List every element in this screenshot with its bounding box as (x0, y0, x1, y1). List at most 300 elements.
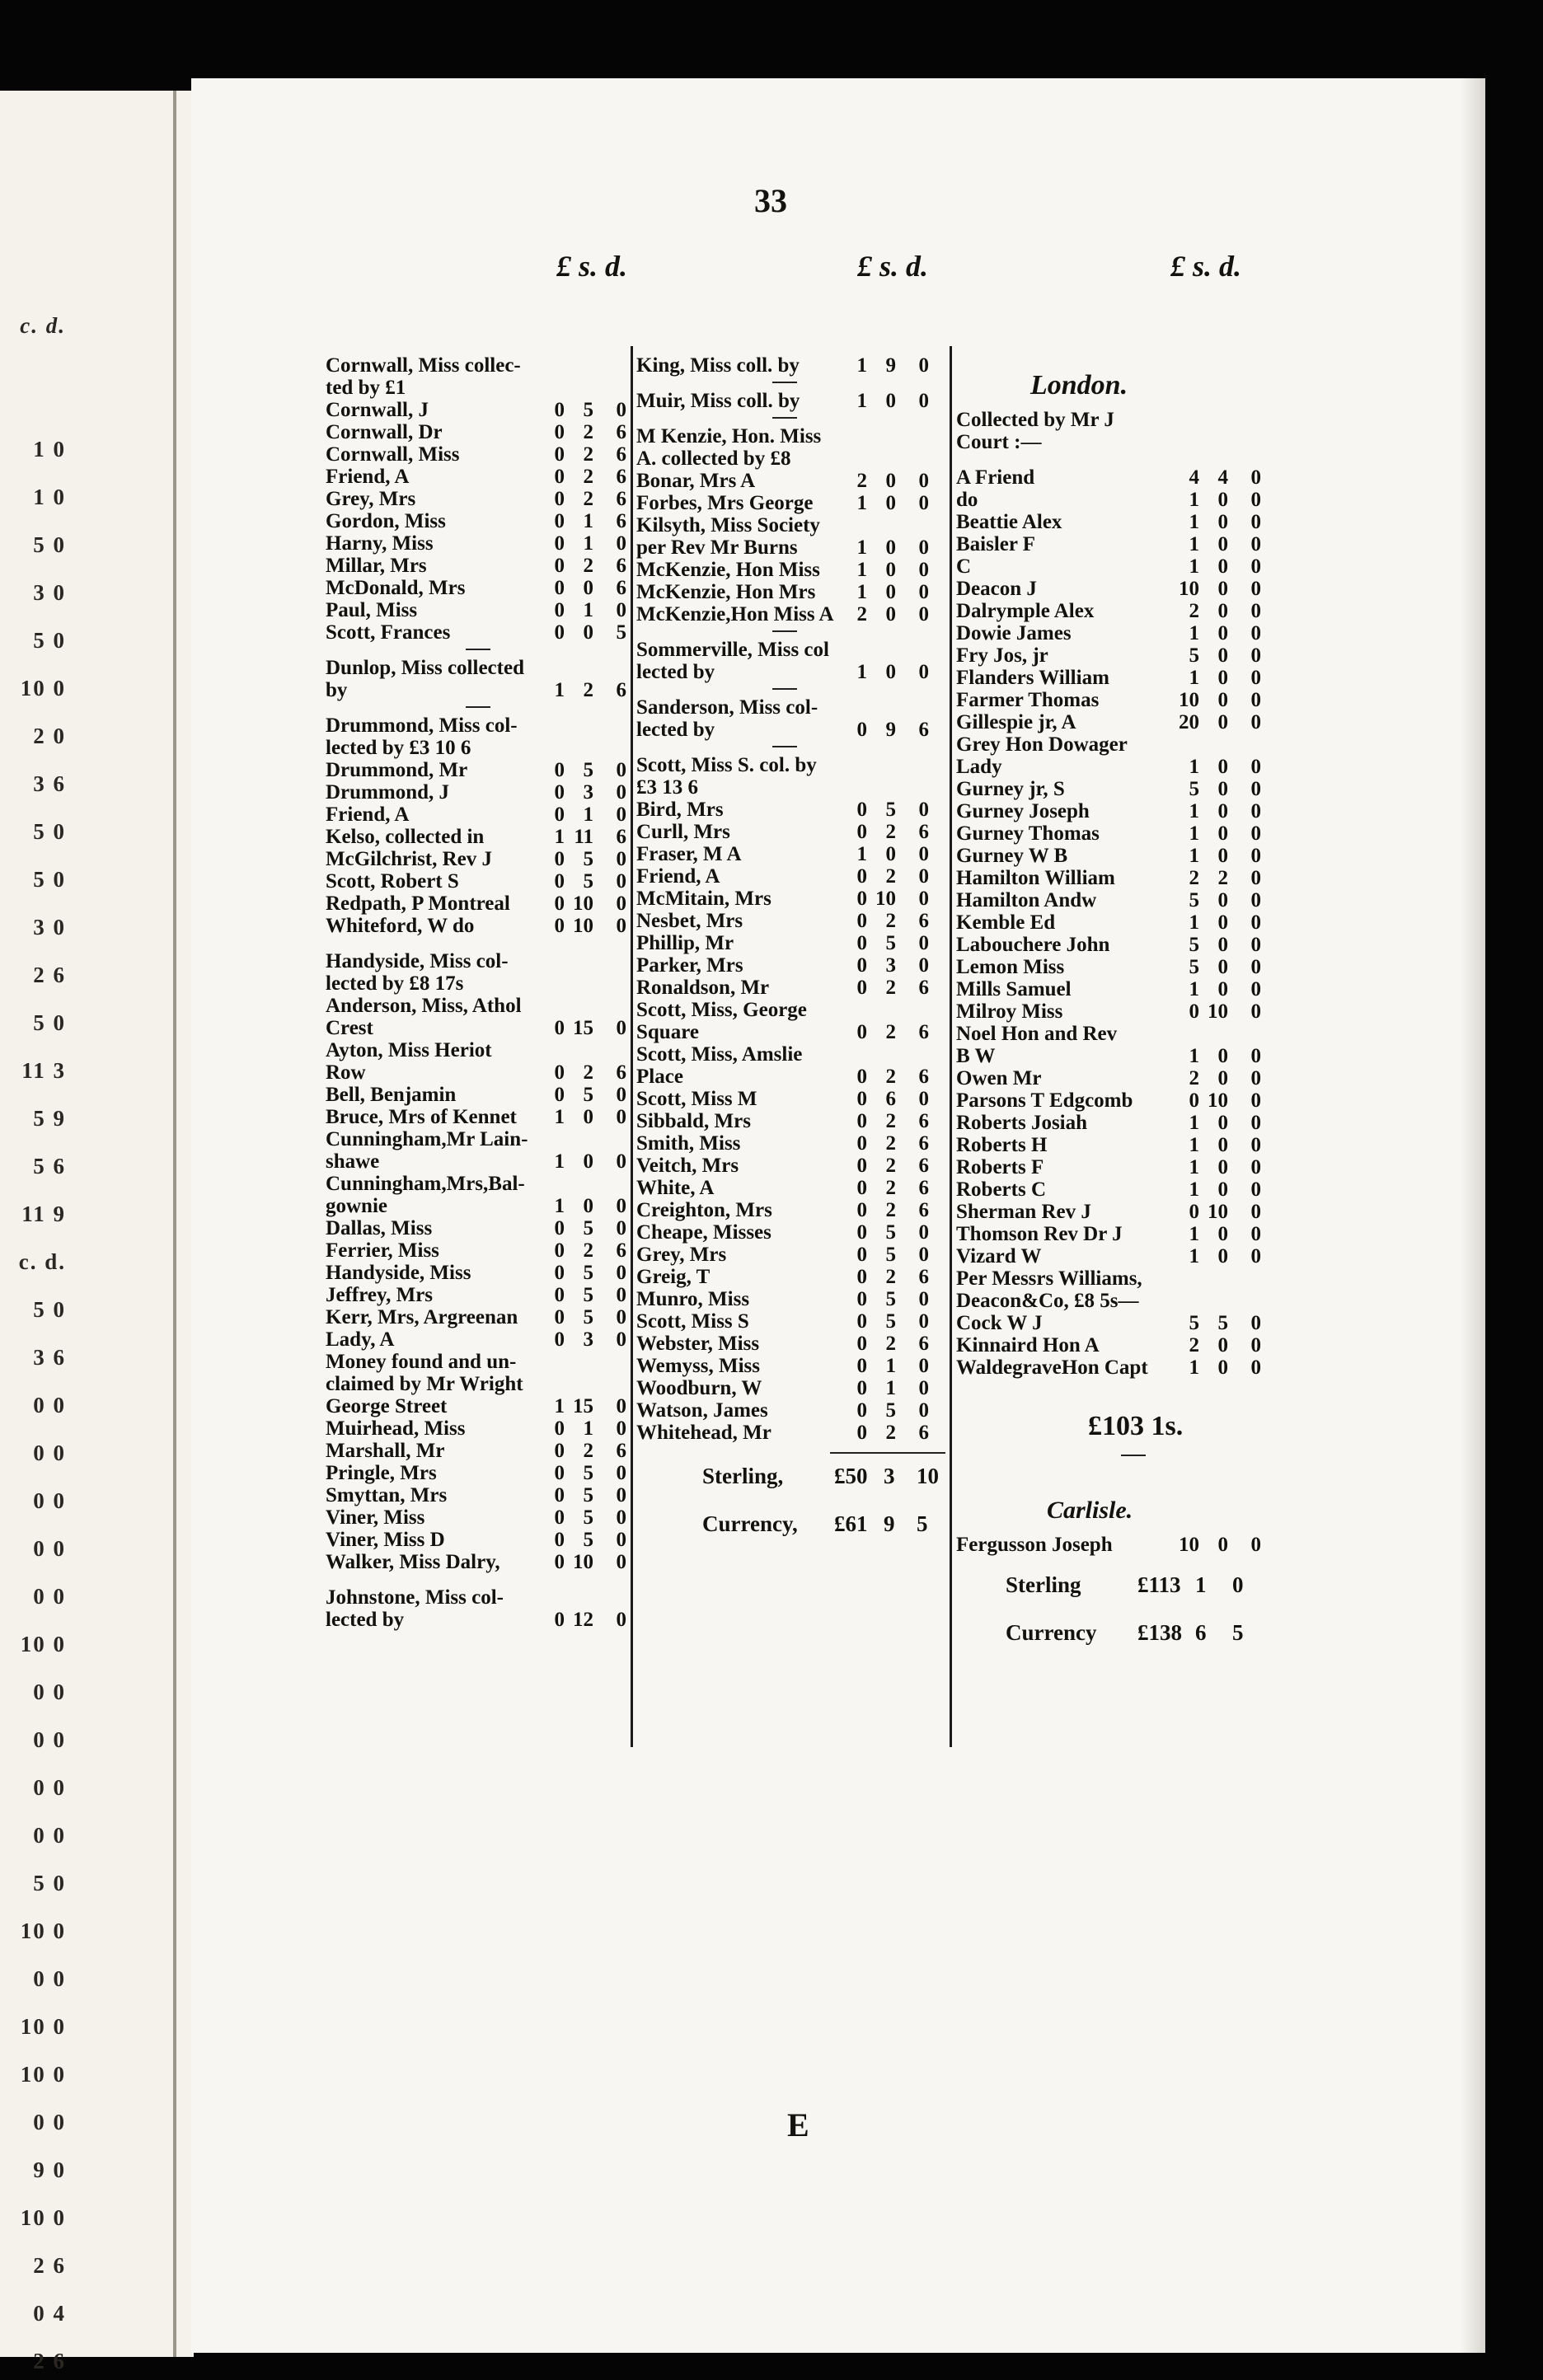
previous-page-value: 0 0 (33, 1441, 66, 1465)
subscriber-name: Scott, Miss, George (636, 999, 807, 1021)
subscriber-row (956, 1334, 1269, 1356)
pounds-value: 2 (856, 470, 867, 492)
pounds-value: 0 (554, 781, 565, 803)
subscriber-row (326, 510, 631, 532)
pence-value: 0 (918, 581, 929, 603)
subscriber-name: Curll, Mrs (636, 821, 730, 843)
subscriber-name: Kilsyth, Miss Society (636, 514, 820, 536)
section-gap (326, 1573, 631, 1586)
subscriber-row (956, 1045, 1269, 1067)
page-edge (173, 91, 176, 2357)
subscriber-name: Noel Hon and Rev (956, 1023, 1118, 1045)
subscriber-name: Farmer Thomas (956, 689, 1100, 711)
pounds-value: 1 (1189, 555, 1199, 578)
subscriber-row (326, 714, 631, 737)
pounds-value: 0 (554, 399, 565, 421)
subscriber-name: Money found and un- (326, 1351, 517, 1373)
subscriber-name: Labouchere John (956, 934, 1110, 956)
pounds-value: 0 (554, 1462, 565, 1484)
previous-page-value: 0 0 (33, 1727, 66, 1752)
pence-value: 0 (1250, 1178, 1261, 1201)
subscriber-row (326, 532, 631, 555)
total-label: Sterling (1006, 1572, 1081, 1597)
shillings-value: 0 (583, 621, 593, 644)
pounds-value: 1 (856, 843, 867, 865)
subscriber-row (956, 1312, 1269, 1334)
subscriber-name: McKenzie, Hon Mrs (636, 581, 816, 603)
previous-page-value: 0 0 (33, 1488, 66, 1513)
subscriber-row (326, 1586, 631, 1609)
subscriber-name: lected by £8 17s (326, 972, 464, 995)
shillings-value: 5 (1217, 1312, 1228, 1334)
total-shillings: 3 (884, 1464, 895, 1488)
subscriber-row (326, 679, 631, 701)
shillings-value: 0 (1217, 1534, 1228, 1556)
pence-value: 6 (918, 1132, 929, 1155)
shillings-value: 0 (1217, 533, 1228, 555)
subscriber-row (326, 1239, 631, 1262)
subscriber-name: Kemble Ed (956, 911, 1056, 934)
pence-value: 6 (616, 488, 626, 510)
subscriber-name: Place (636, 1066, 683, 1088)
pounds-value: 0 (554, 803, 565, 826)
shillings-value: 0 (1217, 889, 1228, 911)
subscriber-row (326, 1195, 631, 1217)
subscriber-name: Grey, Mrs (326, 488, 416, 510)
subscriber-row (956, 466, 1269, 489)
pounds-value: 0 (856, 1155, 867, 1177)
pence-value: 6 (918, 1021, 929, 1043)
subscriber-row (956, 600, 1269, 622)
subscriber-name: Baisler F (956, 533, 1036, 555)
pence-value: 0 (616, 1551, 626, 1573)
previous-page-value: 5 0 (33, 1297, 66, 1322)
pence-value: 6 (616, 1440, 626, 1462)
pence-value: 6 (616, 510, 626, 532)
shillings-value: 2 (885, 1066, 896, 1088)
subscriber-name: Ferrier, Miss (326, 1239, 439, 1262)
subscriber-row (326, 1017, 631, 1039)
subscriber-row (636, 1221, 950, 1244)
shillings-value: 10 (1208, 1089, 1228, 1112)
shillings-value: 1 (885, 1355, 896, 1377)
london-total: £103 1s. (1088, 1411, 1184, 1441)
shillings-value: 0 (1217, 711, 1228, 733)
pounds-value: 4 (1189, 466, 1199, 489)
subscriber-row (326, 1351, 631, 1373)
shillings-value: 10 (875, 888, 896, 910)
pounds-value: 0 (554, 532, 565, 555)
subscriber-row (326, 1484, 631, 1506)
pence-value: 0 (1250, 1000, 1261, 1023)
shillings-value: 0 (1217, 956, 1228, 978)
pounds-value: 0 (856, 1088, 867, 1110)
pence-value: 6 (918, 821, 929, 843)
pounds-value: 1 (856, 354, 867, 377)
shillings-value: 2 (583, 1440, 593, 1462)
subscriber-name: Drummond, Mr (326, 759, 468, 781)
pounds-value: 0 (856, 1355, 867, 1377)
shillings-value: 0 (1217, 1334, 1228, 1356)
shillings-value: 0 (583, 1106, 593, 1128)
subscriber-row (326, 354, 631, 377)
section-heading-carlisle: Carlisle. (1047, 1497, 1133, 1524)
pounds-value: 0 (554, 577, 565, 599)
shillings-value: 5 (583, 1506, 593, 1529)
pounds-value: 0 (856, 1066, 867, 1088)
shillings-value: 0 (1217, 555, 1228, 578)
pounds-value: 1 (1189, 667, 1199, 689)
previous-page-value: 3 0 (33, 580, 66, 605)
subscriber-row (956, 622, 1269, 644)
previous-page-value: 11 9 (21, 1202, 66, 1226)
pounds-value: 0 (1189, 1089, 1199, 1112)
subscriber-name: White, A (636, 1177, 715, 1199)
subscriber-row (636, 1177, 950, 1199)
subscriber-name: gownie (326, 1195, 387, 1217)
shillings-value: 5 (885, 1288, 896, 1310)
pence-value: 0 (616, 1395, 626, 1417)
shillings-value: 2 (885, 1132, 896, 1155)
subscriber-row (326, 1284, 631, 1306)
subscriber-row (956, 1201, 1269, 1223)
total-row (636, 1500, 950, 1548)
shillings-value: 0 (1217, 578, 1228, 600)
pence-value: 0 (616, 1195, 626, 1217)
pence-value: 6 (918, 1066, 929, 1088)
subscriber-name: per Rev Mr Burns (636, 536, 798, 559)
subscriber-name: Ronaldson, Mr (636, 977, 770, 999)
subscriber-row (636, 447, 950, 470)
shillings-value: 0 (1217, 911, 1228, 934)
pounds-value: 0 (554, 1306, 565, 1328)
pence-value: 0 (1250, 1312, 1261, 1334)
previous-page-value: 9 0 (33, 2157, 66, 2182)
subscriber-row (636, 1199, 950, 1221)
pounds-value: 0 (554, 1328, 565, 1351)
separator-dash (772, 417, 797, 419)
subscriber-name: Jeffrey, Mrs (326, 1284, 434, 1306)
pounds-value: 0 (856, 1333, 867, 1355)
pounds-value: 0 (554, 1417, 565, 1440)
shillings-value: 1 (583, 1417, 593, 1440)
subscriber-row (636, 719, 950, 741)
subscriber-row (636, 1377, 950, 1399)
pounds-value: 0 (554, 443, 565, 466)
shillings-value: 5 (885, 932, 896, 954)
pounds-value: 0 (554, 510, 565, 532)
subscriber-row (326, 1395, 631, 1417)
subscriber-row (956, 644, 1269, 667)
pounds-value: 0 (554, 1440, 565, 1462)
subscriber-row (326, 1462, 631, 1484)
shillings-value: 2 (583, 555, 593, 577)
pence-value: 0 (1250, 1534, 1261, 1556)
shillings-value: 2 (583, 488, 593, 510)
pounds-value: 0 (554, 1529, 565, 1551)
pence-value: 6 (616, 1061, 626, 1084)
pence-value: 6 (616, 577, 626, 599)
subscriber-name: McDonald, Mrs (326, 577, 466, 599)
subscriber-name: Woodburn, W (636, 1377, 762, 1399)
subscriber-row (956, 800, 1269, 822)
subscriber-row (326, 555, 631, 577)
pounds-value: 1 (1189, 1134, 1199, 1156)
shillings-value: 10 (573, 1551, 593, 1573)
subscriber-row (326, 892, 631, 915)
previous-page-value: 0 0 (33, 1823, 66, 1848)
previous-page-value: 5 0 (33, 867, 66, 892)
subscriber-row (636, 754, 950, 776)
pence-value: 5 (616, 621, 626, 644)
subscriber-name: Kelso, collected in (326, 826, 485, 848)
pounds-value: 0 (856, 719, 867, 741)
separator-dash (1121, 1455, 1146, 1456)
pence-value: 0 (918, 1355, 929, 1377)
subscriber-name: Lady, A (326, 1328, 395, 1351)
previous-page-value: 11 3 (21, 1058, 66, 1083)
subscriber-name: McKenzie, Hon Miss (636, 559, 820, 581)
subscriber-name: Kerr, Mrs, Argreenan (326, 1306, 518, 1328)
subscriber-row (326, 488, 631, 510)
pounds-value: 0 (554, 1061, 565, 1084)
section-separator (956, 1450, 1269, 1463)
subscriber-row (326, 1173, 631, 1195)
subscriber-name: lected by (636, 661, 715, 683)
pence-value: 6 (918, 1155, 929, 1177)
pence-value: 0 (918, 354, 929, 377)
pounds-value: 0 (856, 1221, 867, 1244)
pounds-value: 1 (1189, 845, 1199, 867)
pence-value: 6 (918, 977, 929, 999)
subscriber-row (956, 778, 1269, 800)
subscriber-name: Lady (956, 756, 1002, 778)
shillings-value: 10 (573, 892, 593, 915)
pence-value: 0 (616, 870, 626, 892)
pounds-value: 1 (856, 492, 867, 514)
pence-value: 0 (918, 1310, 929, 1333)
previous-page-value: 10 0 (20, 2062, 66, 2087)
subscriber-name: Roberts C (956, 1178, 1047, 1201)
shillings-value: 3 (583, 781, 593, 803)
subscriber-row (636, 1244, 950, 1266)
pounds-value: 1 (1189, 1178, 1199, 1201)
shillings-value: 0 (1217, 1356, 1228, 1379)
pounds-value: 1 (1189, 622, 1199, 644)
subscriber-name: Mills Samuel (956, 978, 1072, 1000)
subscriber-name: Vizard W (956, 1245, 1042, 1267)
shillings-value: 5 (583, 1217, 593, 1239)
previous-page-value: 5 0 (33, 628, 66, 653)
subscriber-row (636, 470, 950, 492)
pence-value: 6 (616, 443, 626, 466)
pounds-value: 0 (856, 865, 867, 888)
subscriber-name: Grey, Mrs (636, 1244, 727, 1266)
subscriber-name: Hamilton Andw (956, 889, 1097, 911)
shillings-value: 1 (583, 532, 593, 555)
subscriber-row (636, 1333, 950, 1355)
subscriber-name: Row (326, 1061, 366, 1084)
total-shillings: 6 (1195, 1620, 1207, 1645)
previous-page-value: 5 0 (33, 819, 66, 844)
subscriber-name: Sanderson, Miss col- (636, 696, 818, 719)
col1-header: £ s. d. (556, 250, 628, 283)
subscriber-row (326, 1217, 631, 1239)
pounds-value: 5 (1189, 956, 1199, 978)
subscriber-name: Millar, Mrs (326, 555, 427, 577)
pounds-value: 1 (1189, 1045, 1199, 1067)
pence-value: 0 (616, 1328, 626, 1351)
subscriber-row (956, 1356, 1269, 1379)
subscriber-name: Beattie Alex (956, 511, 1062, 533)
subscriber-row (956, 1112, 1269, 1134)
subscriber-name: Dowie James (956, 622, 1072, 644)
column-rule-2 (950, 346, 952, 1747)
pounds-value: 1 (856, 559, 867, 581)
subscriber-name: Paul, Miss (326, 599, 418, 621)
pounds-value: 0 (554, 1262, 565, 1284)
subscriber-name: Flanders William (956, 667, 1109, 689)
previous-page-value: 1 0 (33, 437, 66, 461)
subscriber-name: ted by £1 (326, 377, 406, 399)
pence-value: 0 (1250, 1223, 1261, 1245)
subscriber-row (636, 1422, 950, 1444)
pounds-value: 0 (554, 1084, 565, 1106)
pence-value: 0 (918, 1399, 929, 1422)
previous-page-value: 5 0 (33, 532, 66, 557)
section-gap (956, 453, 1269, 466)
subscriber-name: shawe (326, 1150, 380, 1173)
subscriber-row (326, 466, 631, 488)
subscriber-row (326, 1328, 631, 1351)
previous-page-value: 0 0 (33, 2110, 66, 2134)
pence-value: 0 (918, 661, 929, 683)
pounds-value: 1 (554, 1106, 565, 1128)
subscriber-name: Veitch, Mrs (636, 1155, 739, 1177)
subscriber-name: Cornwall, Dr (326, 421, 443, 443)
subscriber-name: Cunningham,Mr Lain- (326, 1128, 528, 1150)
pence-value: 0 (1250, 756, 1261, 778)
shillings-value: 5 (583, 1529, 593, 1551)
section-separator (636, 625, 950, 639)
shillings-value: 2 (885, 1199, 896, 1221)
subscriber-name: lected by (636, 719, 715, 741)
subscriber-name: Whitehead, Mr (636, 1422, 772, 1444)
section-separator (636, 683, 950, 696)
pounds-value: 5 (1189, 934, 1199, 956)
separator-dash (772, 382, 797, 383)
subscriber-name: Scott, Miss, Amslie (636, 1043, 803, 1066)
previous-page-value: 1 0 (33, 485, 66, 509)
pence-value: 0 (616, 892, 626, 915)
subscriber-name: Viner, Miss D (326, 1529, 445, 1551)
subscriber-row (956, 533, 1269, 555)
subscriber-row (956, 822, 1269, 845)
shillings-value: 2 (885, 865, 896, 888)
subscriber-row (326, 759, 631, 781)
shillings-value: 0 (1217, 778, 1228, 800)
total-shillings: 9 (884, 1511, 895, 1536)
section-separator (326, 644, 631, 657)
subscriber-row (636, 1110, 950, 1132)
pounds-value: 1 (1189, 533, 1199, 555)
subscriber-name: Gurney W B (956, 845, 1068, 867)
shillings-value: 6 (885, 1088, 896, 1110)
shillings-value: 2 (885, 1266, 896, 1288)
shillings-value: 1 (583, 803, 593, 826)
pounds-value: 0 (856, 1110, 867, 1132)
pence-value: 0 (616, 1084, 626, 1106)
subscriber-name: Gordon, Miss (326, 510, 446, 532)
shillings-value: 15 (573, 1017, 593, 1039)
separator-dash (466, 706, 490, 708)
pounds-value: 0 (554, 555, 565, 577)
shillings-value: 5 (583, 1462, 593, 1484)
total-label: Sterling, (702, 1464, 784, 1488)
subscriber-name: Smyttan, Mrs (326, 1484, 448, 1506)
pounds-value: 0 (856, 1266, 867, 1288)
subscriber-row (636, 977, 950, 999)
subscriber-name: Deacon J (956, 578, 1037, 600)
pounds-value: 0 (856, 1199, 867, 1221)
subscriber-row (636, 1088, 950, 1110)
shillings-value: 0 (1217, 511, 1228, 533)
pounds-value: 2 (1189, 1067, 1199, 1089)
previous-page-value: 0 0 (33, 1680, 66, 1704)
subscriber-row (956, 867, 1269, 889)
pence-value: 6 (918, 1333, 929, 1355)
pounds-value: 1 (1189, 822, 1199, 845)
section-separator (636, 412, 950, 425)
pence-value: 0 (616, 1484, 626, 1506)
pence-value: 0 (1250, 1134, 1261, 1156)
pounds-value: 0 (554, 1609, 565, 1631)
pence-value: 0 (616, 1462, 626, 1484)
subscriber-name: Friend, A (636, 865, 720, 888)
subscriber-name: Court :— (956, 431, 1042, 453)
shillings-value: 0 (1217, 1112, 1228, 1134)
subscriber-row (636, 1132, 950, 1155)
subscriber-row (326, 1551, 631, 1573)
shillings-value: 5 (885, 1399, 896, 1422)
shillings-value: 0 (583, 1195, 593, 1217)
total-row (956, 1609, 1269, 1656)
pounds-value: 1 (554, 1395, 565, 1417)
subscriber-name: Owen Mr (956, 1067, 1042, 1089)
subscriber-row (956, 978, 1269, 1000)
subscriber-name: WaldegraveHon Capt (956, 1356, 1148, 1379)
pounds-value: 0 (554, 848, 565, 870)
subscriber-name: Fraser, M A (636, 843, 742, 865)
pence-value: 0 (1250, 511, 1261, 533)
subscriber-name: Drummond, Miss col- (326, 714, 518, 737)
subscriber-name: Dalrymple Alex (956, 600, 1095, 622)
subscriber-row (326, 421, 631, 443)
subscriber-name: Gurney Joseph (956, 800, 1090, 822)
subscriber-name: Hamilton William (956, 867, 1115, 889)
pence-value: 0 (1250, 689, 1261, 711)
shillings-value: 2 (885, 1021, 896, 1043)
subscriber-name: Bell, Benjamin (326, 1084, 457, 1106)
pounds-value: 0 (554, 1239, 565, 1262)
pounds-value: 1 (554, 826, 565, 848)
pence-value: 0 (616, 1106, 626, 1128)
shillings-value: 0 (1217, 600, 1228, 622)
subscriber-row (636, 999, 950, 1021)
subscriber-row (326, 803, 631, 826)
shillings-value: 0 (1217, 667, 1228, 689)
shillings-value: 5 (583, 870, 593, 892)
